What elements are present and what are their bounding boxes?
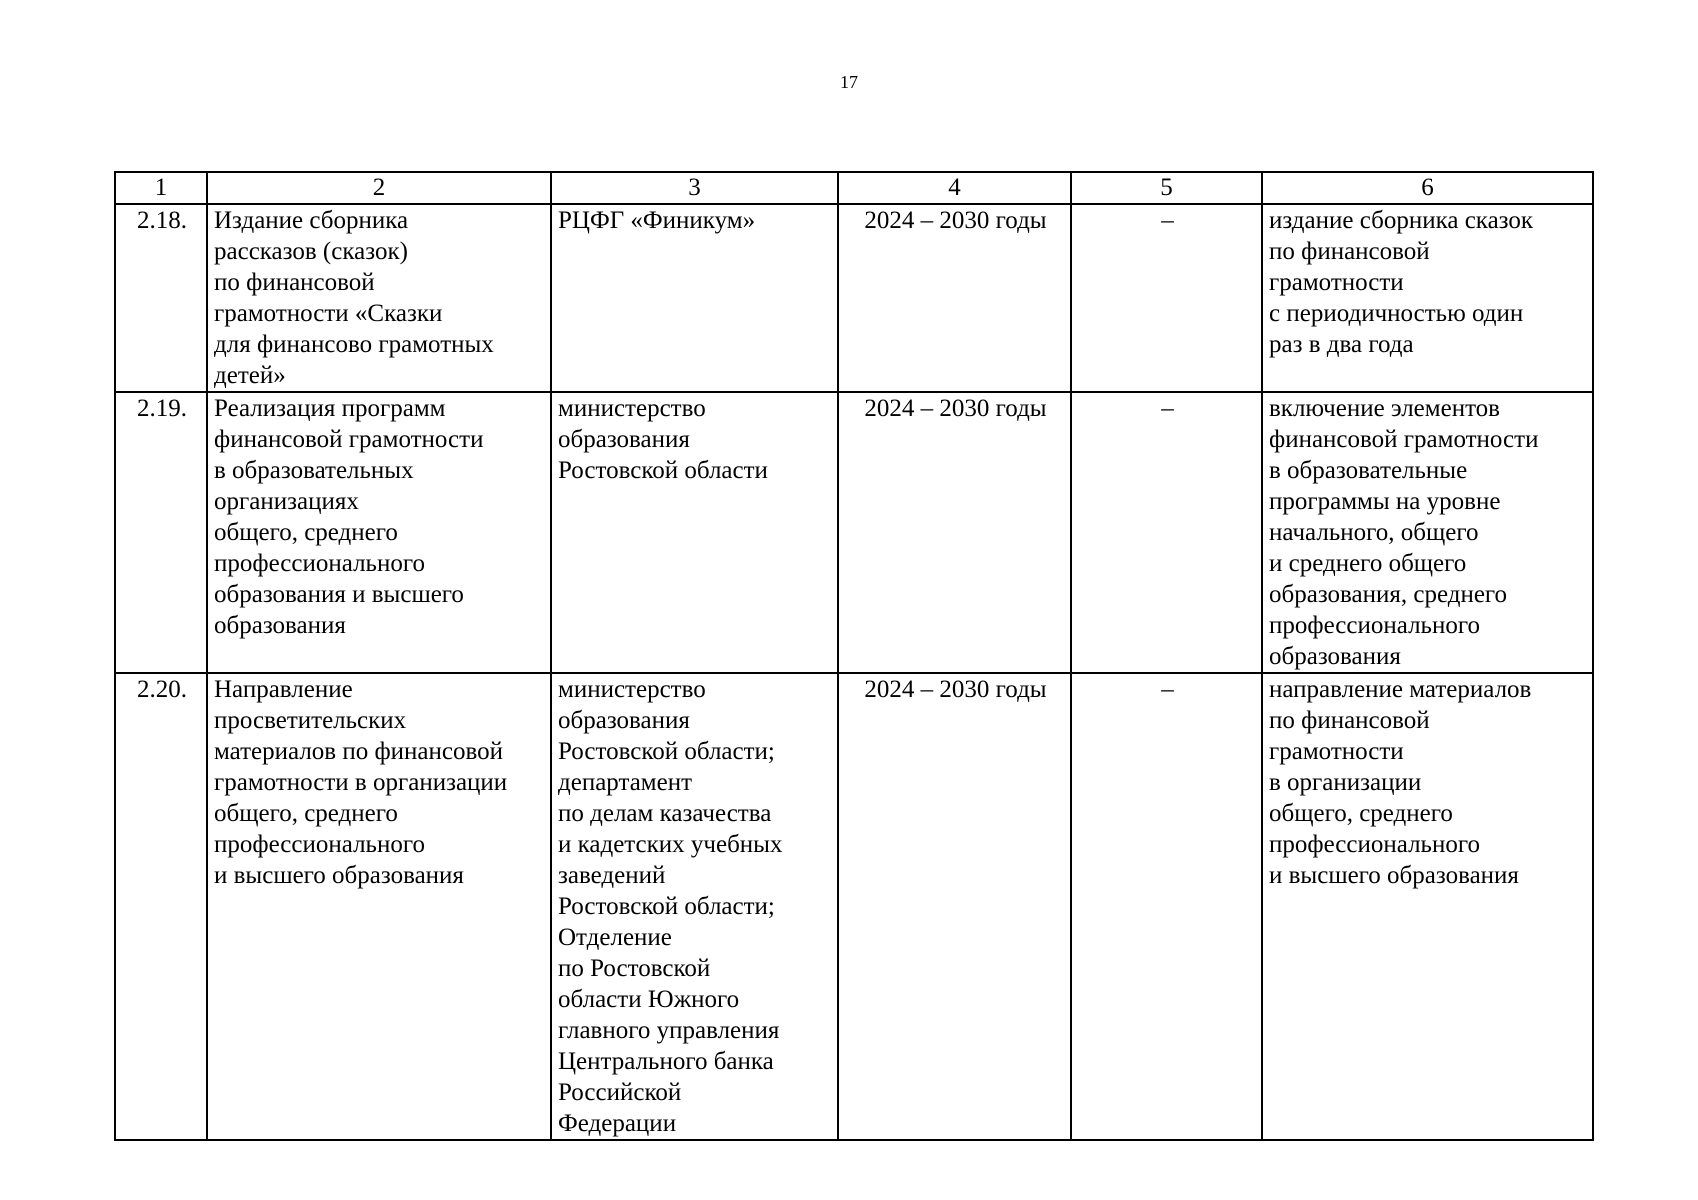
event-cell-line: в образовательных bbox=[214, 457, 414, 484]
executor-cell bbox=[551, 204, 838, 392]
result-cell bbox=[1262, 204, 1593, 392]
result-cell bbox=[1262, 392, 1593, 673]
executor-cell-line: области Южного bbox=[558, 986, 740, 1013]
event-cell bbox=[207, 392, 551, 673]
executor-cell-line: министерство bbox=[558, 676, 706, 703]
event-cell bbox=[207, 204, 551, 392]
row-number bbox=[115, 673, 207, 1140]
page-number: 17 bbox=[840, 72, 858, 92]
period-cell bbox=[838, 204, 1071, 392]
event-cell-line: грамотности «Сказки bbox=[214, 300, 443, 327]
event-cell-line: общего, среднего bbox=[214, 800, 398, 827]
event-cell-line: профессионального bbox=[214, 550, 425, 577]
col5-cell-text: – bbox=[1161, 207, 1174, 234]
result-cell-line: в организации bbox=[1269, 769, 1422, 796]
event-cell-line: грамотности в организации bbox=[214, 769, 508, 796]
row-number bbox=[115, 204, 207, 392]
executor-cell-line: и кадетских учебных bbox=[558, 831, 783, 858]
executor-cell-line: образования bbox=[558, 426, 690, 453]
result-cell-line: с периодичностью один bbox=[1269, 300, 1524, 327]
header-col-3: 3 bbox=[551, 172, 838, 204]
table-row bbox=[115, 673, 1593, 1140]
event-cell-line: Издание сборника bbox=[214, 207, 409, 234]
result-cell-line: издание сборника сказок bbox=[1269, 207, 1534, 234]
event-cell-line: материалов по финансовой bbox=[214, 738, 504, 765]
executor-cell-line: Российской bbox=[558, 1079, 682, 1106]
period-cell-text: 2024 – 2030 годы bbox=[864, 207, 1047, 234]
event-cell-line: финансовой грамотности bbox=[214, 426, 484, 453]
event-cell-line: рассказов (сказок) bbox=[214, 238, 408, 265]
executor-cell-line: по делам казачества bbox=[558, 800, 772, 827]
event-cell-line: образования bbox=[214, 612, 346, 639]
result-cell-line: профессионального bbox=[1269, 831, 1480, 858]
result-cell-line: по финансовой bbox=[1269, 238, 1430, 265]
table-body bbox=[115, 204, 1593, 1140]
result-cell-line: образования bbox=[1269, 643, 1401, 670]
result-cell-line: программы на уровне bbox=[1269, 488, 1501, 515]
period-cell bbox=[838, 673, 1071, 1140]
result-cell-line: профессионального bbox=[1269, 612, 1480, 639]
executor-cell-line: по Ростовской bbox=[558, 955, 711, 982]
executor-cell-line: Ростовской области; bbox=[558, 738, 775, 765]
event-cell-line: Реализация программ bbox=[214, 395, 446, 422]
executor-cell-line: Ростовской области; bbox=[558, 893, 775, 920]
header-col-4: 4 bbox=[838, 172, 1071, 204]
col5-cell-text: – bbox=[1161, 395, 1174, 422]
row-number bbox=[115, 392, 207, 673]
executor-cell-line: Отделение bbox=[558, 924, 672, 951]
header-col-2: 2 bbox=[207, 172, 551, 204]
event-cell-line: Направление bbox=[214, 676, 353, 703]
result-cell-line: и высшего образования bbox=[1269, 862, 1519, 889]
header-col-1: 1 bbox=[115, 172, 207, 204]
event-cell-line: детей» bbox=[214, 362, 286, 389]
executor-cell-line: РЦФГ «Финикум» bbox=[558, 207, 756, 234]
event-cell-line: по финансовой bbox=[214, 269, 375, 296]
executor-cell-line: Центрального банка bbox=[558, 1048, 774, 1075]
executor-cell-line: главного управления bbox=[558, 1017, 780, 1044]
result-cell-line: общего, среднего bbox=[1269, 800, 1453, 827]
result-cell-line: грамотности bbox=[1269, 738, 1404, 765]
row-number-text: 2.19. bbox=[137, 395, 187, 422]
col5-cell bbox=[1071, 204, 1262, 392]
result-cell-line: образования, среднего bbox=[1269, 581, 1508, 608]
result-cell bbox=[1262, 673, 1593, 1140]
event-cell-line: для финансово грамотных bbox=[214, 331, 494, 358]
event-cell-line: и высшего образования bbox=[214, 862, 464, 889]
row-number-text: 2.18. bbox=[137, 207, 187, 234]
result-cell-line: и среднего общего bbox=[1269, 550, 1467, 577]
executor-cell bbox=[551, 673, 838, 1140]
header-col-6: 6 bbox=[1262, 172, 1593, 204]
col5-cell-text: – bbox=[1161, 676, 1174, 703]
executor-cell-line: образования bbox=[558, 707, 690, 734]
result-cell-line: включение элементов bbox=[1269, 395, 1500, 422]
result-cell-line: грамотности bbox=[1269, 269, 1404, 296]
result-cell-line: направление материалов bbox=[1269, 676, 1532, 703]
measures-table bbox=[114, 171, 1594, 1141]
event-cell-line: образования и высшего bbox=[214, 581, 464, 608]
executor-cell-line: департамент bbox=[558, 769, 693, 796]
event-cell-line: профессионального bbox=[214, 831, 425, 858]
event-cell-line: просветительских bbox=[214, 707, 407, 734]
col5-cell bbox=[1071, 392, 1262, 673]
header-col-5: 5 bbox=[1071, 172, 1262, 204]
period-cell-text: 2024 – 2030 годы bbox=[864, 395, 1047, 422]
result-cell-line: в образовательные bbox=[1269, 457, 1468, 484]
executor-cell-line: Федерации bbox=[558, 1110, 677, 1137]
result-cell-line: финансовой грамотности bbox=[1269, 426, 1539, 453]
result-cell-line: по финансовой bbox=[1269, 707, 1430, 734]
period-cell-text: 2024 – 2030 годы bbox=[864, 676, 1047, 703]
executor-cell-line: Ростовской области bbox=[558, 457, 768, 484]
period-cell bbox=[838, 392, 1071, 673]
table-row bbox=[115, 204, 1593, 392]
col5-cell bbox=[1071, 673, 1262, 1140]
table-header-row bbox=[115, 172, 1593, 204]
result-cell-line: раз в два года bbox=[1269, 331, 1414, 358]
executor-cell-line: министерство bbox=[558, 395, 706, 422]
result-cell-line: начального, общего bbox=[1269, 519, 1479, 546]
executor-cell-line: заведений bbox=[558, 862, 666, 889]
event-cell-line: организациях bbox=[214, 488, 359, 515]
event-cell-line: общего, среднего bbox=[214, 519, 398, 546]
executor-cell bbox=[551, 392, 838, 673]
event-cell bbox=[207, 673, 551, 1140]
row-number-text: 2.20. bbox=[137, 676, 187, 703]
table-row bbox=[115, 392, 1593, 673]
